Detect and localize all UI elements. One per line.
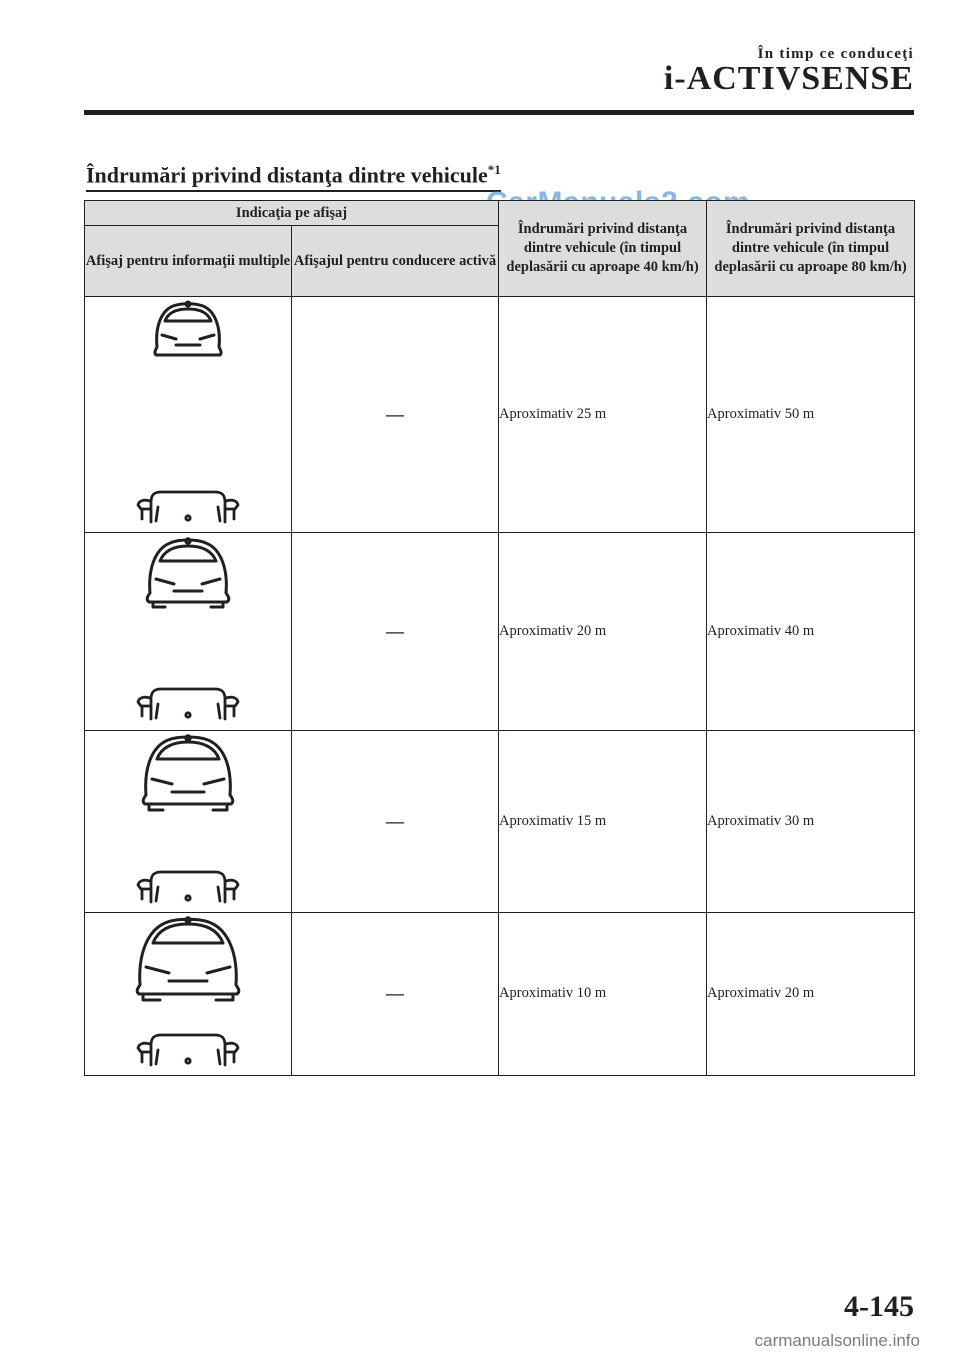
table-cell-active: — (292, 297, 499, 533)
table-row (85, 912, 915, 1075)
lead-car-near (143, 735, 233, 809)
table-cell-active: — (292, 912, 499, 1075)
own-car-front (138, 872, 238, 902)
table-cell-active: — (292, 533, 499, 730)
table-cell-distance-40: Aproximativ 15 m (499, 730, 707, 912)
own-car-front (138, 689, 238, 719)
table-cell-distance-80: Aproximativ 50 m (707, 297, 915, 533)
table-cell-distance-80: Aproximativ 40 m (707, 533, 915, 730)
table-cell-icon (85, 297, 292, 533)
own-car-front (138, 492, 238, 522)
table-cell-distance-40: Aproximativ 10 m (499, 912, 707, 1075)
car-ahead-medium-icon (113, 533, 263, 726)
header-active-driving-display: Afişajul pentru conducere activă (292, 226, 499, 297)
car-ahead-closest-icon (113, 913, 263, 1072)
table-cell-icon (85, 912, 292, 1075)
table-cell-distance-80: Aproximativ 30 m (707, 730, 915, 912)
table-cell-distance-80: Aproximativ 20 m (707, 912, 915, 1075)
table-row (85, 297, 915, 533)
car-ahead-far-icon (113, 297, 263, 529)
footnote-mark: *1 (487, 162, 501, 177)
chapter-subtitle: În timp ce conduceţi (757, 46, 914, 62)
table-cell-icon (85, 533, 292, 730)
lead-car-medium (147, 539, 229, 607)
distance-guide-table (84, 200, 915, 1076)
site-footer: carmanualsonline.info (754, 1331, 920, 1350)
chapter-title: i-ACTIVSENSE (663, 60, 914, 97)
page-number: 4-145 (844, 1290, 914, 1323)
own-car-front (138, 1035, 238, 1065)
table-cell-active: — (292, 730, 499, 912)
table-cell-icon (85, 730, 292, 912)
header-distance-80: Îndrumări privind distanţa dintre vehicule (în timpul deplasării cu aproape 80 km/h) (707, 201, 915, 297)
table-cell-distance-40: Aproximativ 20 m (499, 533, 707, 730)
header-multi-info-display: Afişaj pentru informaţii multiple (85, 226, 292, 297)
car-ahead-near-icon (113, 731, 263, 909)
header-rule (84, 110, 914, 115)
lead-car-far (155, 302, 221, 355)
header-display-indication: Indicaţia pe afişaj (85, 201, 499, 226)
table-row (85, 730, 915, 912)
header-distance-40: Îndrumări privind distanţa dintre vehicule (în timpul deplasării cu aproape 40 km/h) (499, 201, 707, 297)
section-title-text: Îndrumări privind distanţa dintre vehicule (86, 162, 488, 188)
table-cell-distance-40: Aproximativ 25 m (499, 297, 707, 533)
section-title (86, 162, 501, 192)
table-row (85, 533, 915, 730)
lead-car-closest (137, 918, 239, 1000)
